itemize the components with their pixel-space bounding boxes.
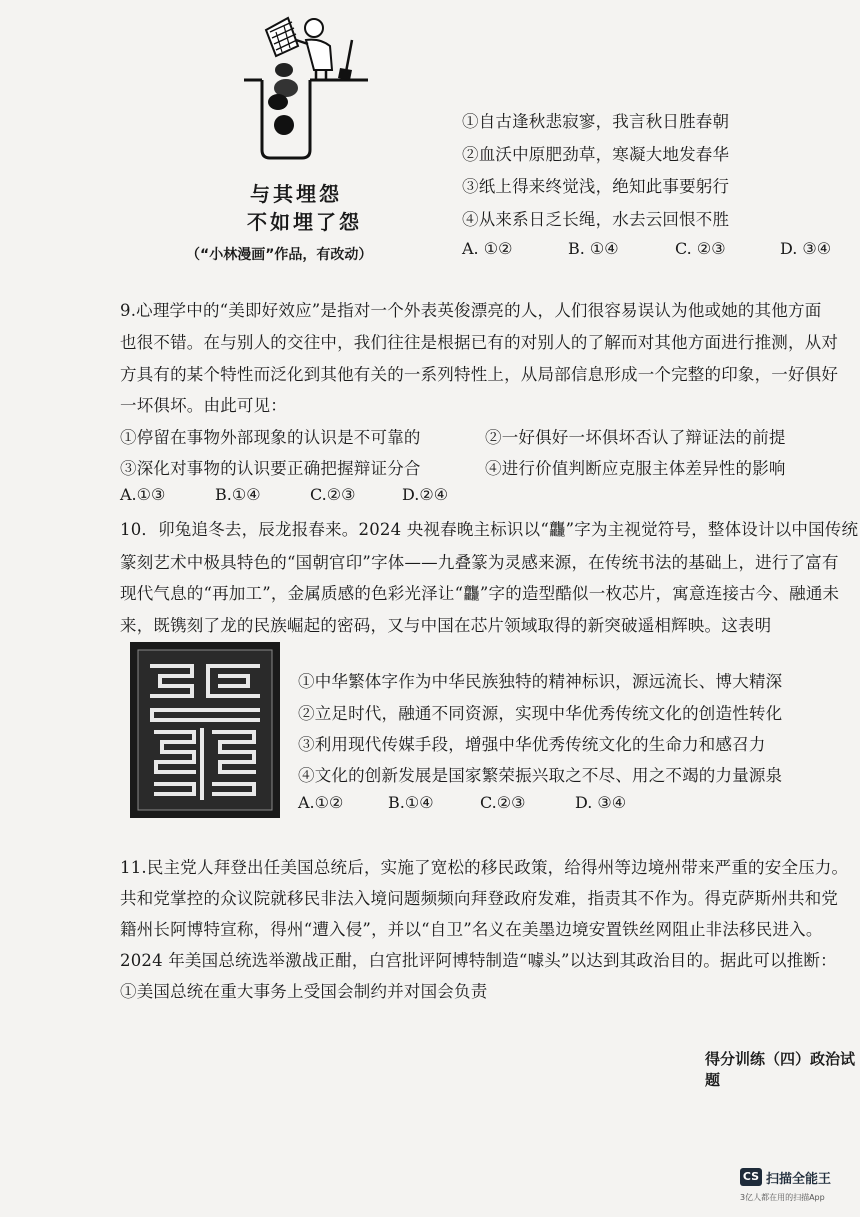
scanner-tagline: 3亿人都在用的扫描App [740,1193,825,1202]
q10-stem-line-4: 来，既镌刻了龙的民族崛起的密码，又与中国在芯片领域取得的新突破遥相辉映。这表明 [120,616,772,635]
q8-choice-a: A. ①② [462,239,513,258]
q10-stem-line-1: 10．卯兔追冬去，辰龙报春来。2024 央视春晚主标识以“龘”字为主视觉符号，整体设计以中国传统 [120,520,859,539]
q10-statement-1: ①中华繁体字作为中华民族独特的精神标识，源远流长、博大精深 [298,672,783,691]
q8-statement-4: ④从来系日乏长绳，水去云回恨不胜 [462,210,730,229]
q8-statement-3: ③纸上得来终觉浅，绝知此事要躬行 [462,177,730,196]
q10-choice-c: C.②③ [480,793,526,812]
q9-stem-line-2: 也很不错。在与别人的交往中，我们往往是根据已有的对别人的了解而对其他方面进行推测，从对 [120,333,839,352]
q10-choice-d: D. ③④ [575,793,627,812]
q10-statement-3: ③利用现代传媒手段，增强中华优秀传统文化的生命力和感召力 [298,735,766,754]
q9-statement-3: ③深化对事物的认识要正确把握辩证分合 [120,459,421,478]
q10-choice-b: B.①④ [388,793,434,812]
q11-stem-line-1: 11.民主党人拜登出任美国总统后，实施了宽松的移民政策，给得州等边境州带来严重的安全压力。 [120,858,849,877]
q11-stem-line-3: 籍州长阿博特宣称，得州“遭入侵”，并以“自卫”名义在美墨边境安置铁丝网阻止非法移民进入。 [120,920,823,939]
q9-stem-line-3: 方具有的某个特性而泛化到其他有关的一系列特性上，从局部信息形成一个完整的印象，一好俱好 [120,365,839,384]
page-footer-label: 得分训练（四）政治试题 [705,1050,856,1089]
seal-image [130,642,280,818]
q10-stem-line-2: 篆刻艺术中极具特色的“国朝官印”字体——九叠篆为灵感来源，在传统书法的基础上，进行了富有 [120,553,839,572]
q9-statement-1: ①停留在事物外部现象的认识是不可靠的 [120,428,421,447]
q11-stem-line-2: 共和党掌控的众议院就移民非法入境问题频频向拜登政府发难，指责其不作为。得克萨斯州共和党 [120,889,839,908]
scanner-logo-icon: CS [740,1168,762,1186]
q11-stem-line-4: 2024 年美国总统选举激战正酣，白宫批评阿博特制造“噱头”以达到其政治目的。据此可以推断： [120,951,837,970]
q9-statement-4: ④进行价值判断应克服主体差异性的影响 [485,459,786,478]
q8-choice-b: B. ①④ [568,239,619,258]
q9-choice-c: C.②③ [310,485,356,504]
q8-choice-c: C. ②③ [675,239,726,258]
q10-statement-2: ②立足时代，融通不同资源，实现中华优秀传统文化的创造性转化 [298,704,783,723]
q9-choice-a: A.①③ [120,485,166,504]
q9-choice-b: B.①④ [215,485,261,504]
scanner-app-name: 扫描全能王 [766,1172,832,1187]
cartoon-title-line2: 不如埋了怨 [247,210,362,234]
q8-statement-2: ②血沃中原肥劲草，寒凝大地发春华 [462,145,730,164]
cartoon-title-line1: 与其埋怨 [250,182,342,206]
q10-stem-line-3: 现代气息的“再加工”，金属质感的色彩光泽让“龘”字的造型酷似一枚芯片，寓意连接古今、融通未 [120,584,840,603]
q10-choice-a: A.①② [298,793,344,812]
q8-statement-1: ①自古逢秋悲寂寥，我言秋日胜春朝 [462,112,730,131]
q10-statement-4: ④文化的创新发展是国家繁荣振兴取之不尽、用之不竭的力量源泉 [298,766,783,785]
cartoon-caption: （“小林漫画”作品，有改动） [186,247,373,263]
q9-choice-d: D.②④ [402,485,449,504]
q8-choice-d: D. ③④ [780,239,832,258]
q9-stem-line-1: 9.心理学中的“美即好效应”是指对一个外表英俊漂亮的人，人们很容易误认为他或她的其他方面 [120,301,822,320]
q9-statement-2: ②一好俱好一坏俱坏否认了辩证法的前提 [485,428,786,447]
cartoon-illustration [240,10,380,170]
q9-stem-line-4: 一坏俱坏。由此可见： [120,396,287,415]
q11-statement-1: ①美国总统在重大事务上受国会制约并对国会负责 [120,982,488,1001]
